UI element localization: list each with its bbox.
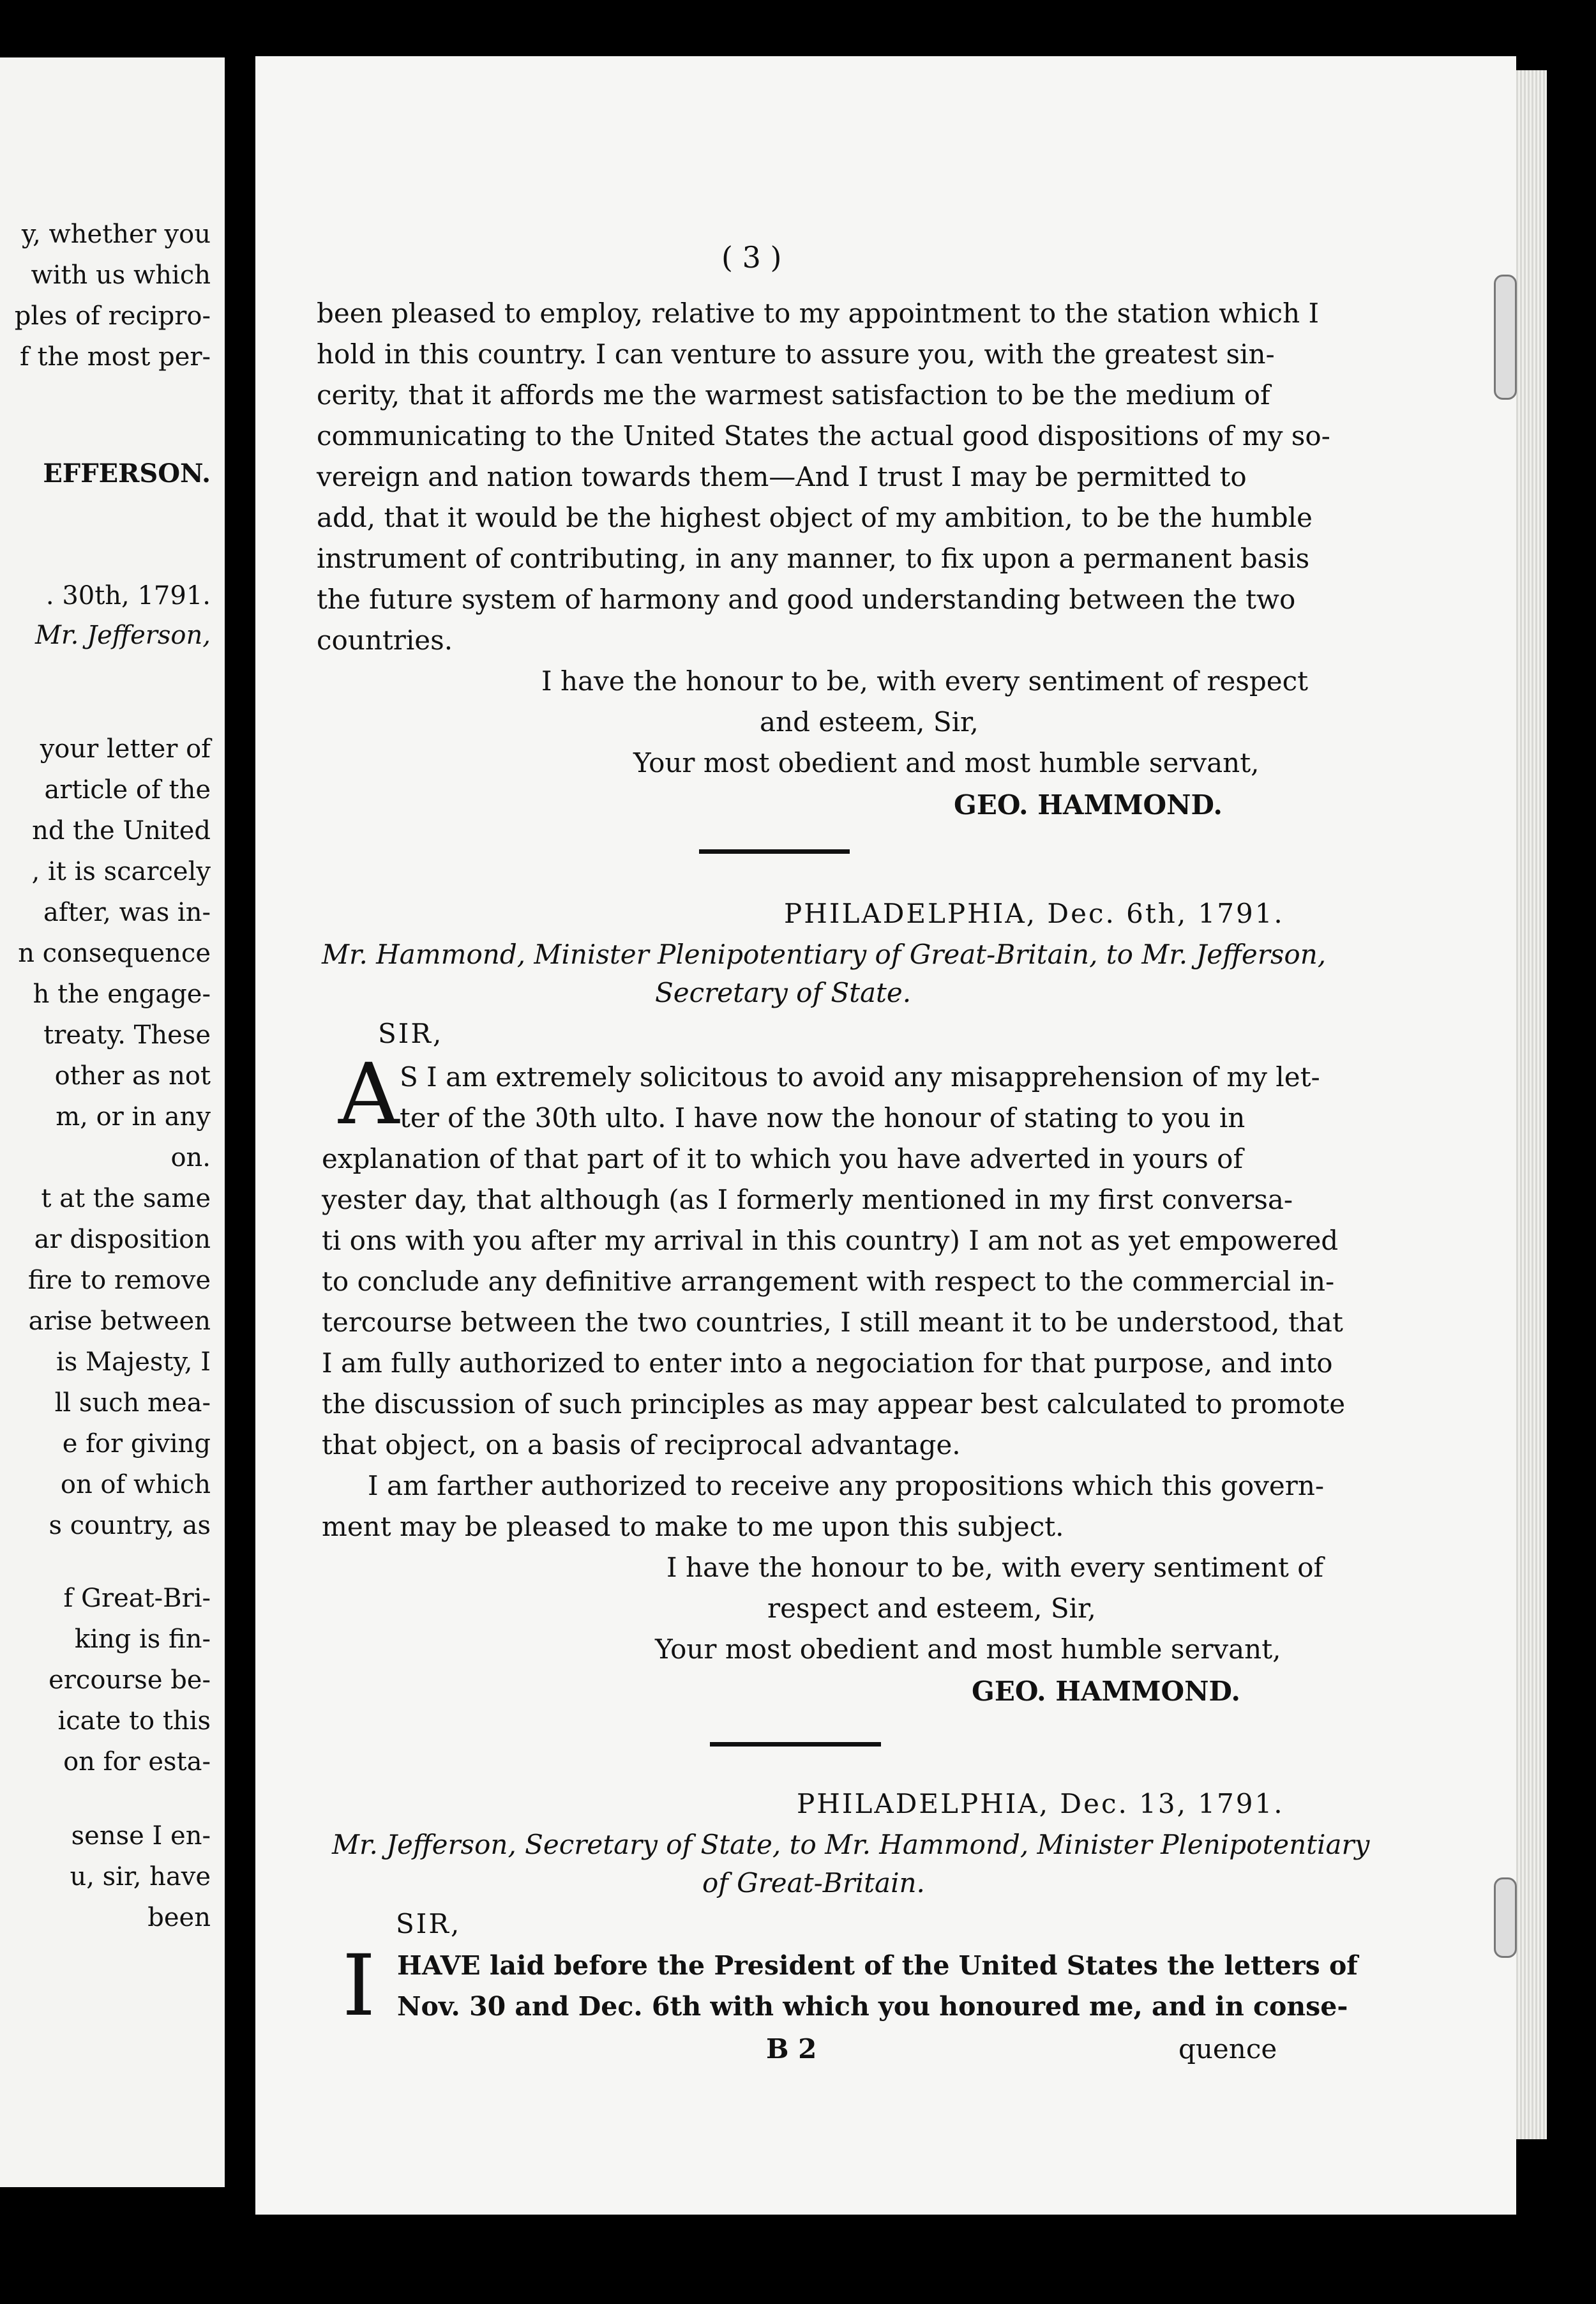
signature: GEO. HAMMOND. (972, 1676, 1241, 1707)
facing-line: been (147, 1903, 211, 1932)
main-page (255, 56, 1516, 2215)
text-line: ter of the 30th ulto. I have now the honour of stating to you in (400, 1102, 1246, 1133)
facing-page-fragment (0, 57, 225, 2187)
facing-line: fire to remove (27, 1266, 211, 1295)
facing-line: h the engage- (33, 980, 211, 1009)
text-line: the future system of harmony and good understanding between the two (317, 584, 1296, 615)
letter-heading: Mr. Hammond, Minister Plenipotentiary of Great-Britain, to Mr. Jefferson, (322, 939, 1327, 970)
dateline: PHILADELPHIA, Dec. 6th, 1791. (784, 898, 1284, 929)
text-line: communicating to the United States the actual good dispositions of my so- (317, 420, 1330, 451)
drop-cap: I (342, 1937, 376, 2035)
facing-line: t at the same (41, 1184, 211, 1213)
book-gutter (225, 0, 255, 2304)
closing-line: respect and esteem, Sir, (767, 1593, 1096, 1624)
facing-line: nd the United (32, 816, 211, 845)
closing-line: Your most obedient and most humble servant, (633, 747, 1260, 778)
text-line: add, that it would be the highest object of my ambition, to be the humble (317, 502, 1313, 533)
text-line: hold in this country. I can venture to assure you, with the greatest sin- (317, 338, 1275, 370)
text-line: I am fully authorized to enter into a negociation for that purpose, and into (322, 1347, 1333, 1379)
closing-line: and esteem, Sir, (760, 706, 979, 738)
text-line: countries. (317, 625, 453, 656)
facing-line: f Great-Bri- (63, 1584, 211, 1613)
facing-line: arise between (28, 1307, 211, 1336)
letter-heading: Secretary of State. (655, 977, 912, 1008)
facing-line: on for esta- (63, 1747, 211, 1777)
facing-line: with us which (31, 261, 211, 290)
facing-line: your letter of (40, 734, 211, 764)
letter-heading: Mr. Jefferson, Secretary of State, to Mr. Hammond, Minister Plenipotentiary (332, 1829, 1370, 1860)
facing-line: , it is scarcely (31, 857, 211, 886)
facing-line: f the most per- (20, 342, 211, 372)
facing-line: u, sir, have (70, 1862, 211, 1891)
page-number: ( 3 ) (721, 240, 782, 275)
catchword: quence (1178, 2033, 1277, 2065)
text-line: I am farther authorized to receive any propositions which this govern- (368, 1470, 1325, 1501)
drop-cap: A (338, 1045, 400, 1144)
text-line: HAVE laid before the President of the United States the letters of (397, 1950, 1358, 1981)
text-line: Nov. 30 and Dec. 6th with which you honoured me, and in conse- (397, 1991, 1348, 2022)
text-line: explanation of that part of it to which you have adverted in yours of (322, 1143, 1244, 1174)
page-edges (1516, 70, 1547, 2139)
facing-line: treaty. These (43, 1020, 211, 1050)
closing-line: I have the honour to be, with every sentiment of respect (541, 665, 1308, 697)
facing-line: ll such mea- (54, 1388, 211, 1418)
salutation: SIR, (378, 1018, 444, 1049)
facing-line: on. (170, 1143, 211, 1172)
facing-line: icate to this (57, 1706, 211, 1736)
facing-line: s country, as (49, 1511, 211, 1540)
facing-line: n consequence (18, 939, 211, 968)
text-line: S I am extremely solicitous to avoid any misapprehension of my let- (400, 1061, 1320, 1093)
letter-heading: of Great-Britain. (702, 1867, 925, 1899)
facing-line: ples of recipro- (14, 301, 211, 331)
facing-line: other as not (54, 1061, 211, 1091)
dateline: PHILADELPHIA, Dec. 13, 1791. (797, 1788, 1284, 1819)
binding-clip (1494, 275, 1517, 400)
facing-line: EFFERSON. (43, 459, 211, 489)
facing-line: king is fin- (74, 1625, 211, 1654)
text-line: to conclude any definitive arrangement with respect to the commercial in- (322, 1266, 1335, 1297)
facing-line: y, whether you (21, 220, 211, 249)
closing-line: I have the honour to be, with every sentiment of (666, 1552, 1324, 1583)
facing-line: . 30th, 1791. (45, 581, 211, 610)
facing-line: ar disposition (34, 1225, 211, 1254)
facing-line: Mr. Jefferson, (34, 621, 211, 650)
closing-line: Your most obedient and most humble servant, (655, 1633, 1281, 1665)
section-divider (710, 1742, 881, 1747)
section-divider (699, 849, 850, 854)
text-line: that object, on a basis of reciprocal advantage. (322, 1429, 961, 1460)
text-line: ti ons with you after my arrival in this country) I am not as yet empowered (322, 1225, 1339, 1256)
signature: GEO. HAMMOND. (954, 789, 1223, 821)
text-line: tercourse between the two countries, I still meant it to be understood, that (322, 1307, 1343, 1338)
binding-clip (1494, 1877, 1517, 1958)
facing-line: on of which (60, 1470, 211, 1499)
salutation: SIR, (396, 1908, 462, 1939)
text-line: cerity, that it affords me the warmest satisfaction to be the medium of (317, 379, 1270, 411)
facing-line: after, was in- (43, 898, 211, 927)
text-line: instrument of contributing, in any manner, to fix upon a permanent basis (317, 543, 1310, 574)
text-line: vereign and nation towards them—And I trust I may be permitted to (317, 461, 1247, 492)
facing-line: is Majesty, I (56, 1347, 211, 1377)
facing-line: sense I en- (71, 1821, 211, 1851)
signature-mark: B 2 (766, 2033, 817, 2065)
text-line: been pleased to employ, relative to my appointment to the station which I (317, 298, 1320, 329)
text-line: the discussion of such principles as may appear best calculated to promote (322, 1388, 1346, 1420)
facing-line: m, or in any (56, 1102, 211, 1132)
text-line: ment may be pleased to make to me upon this subject. (322, 1511, 1064, 1542)
facing-line: e for giving (62, 1429, 211, 1459)
text-line: yester day, that although (as I formerly mentioned in my first conversa- (322, 1184, 1293, 1215)
facing-line: ercourse be- (49, 1665, 211, 1695)
facing-line: article of the (44, 775, 211, 805)
